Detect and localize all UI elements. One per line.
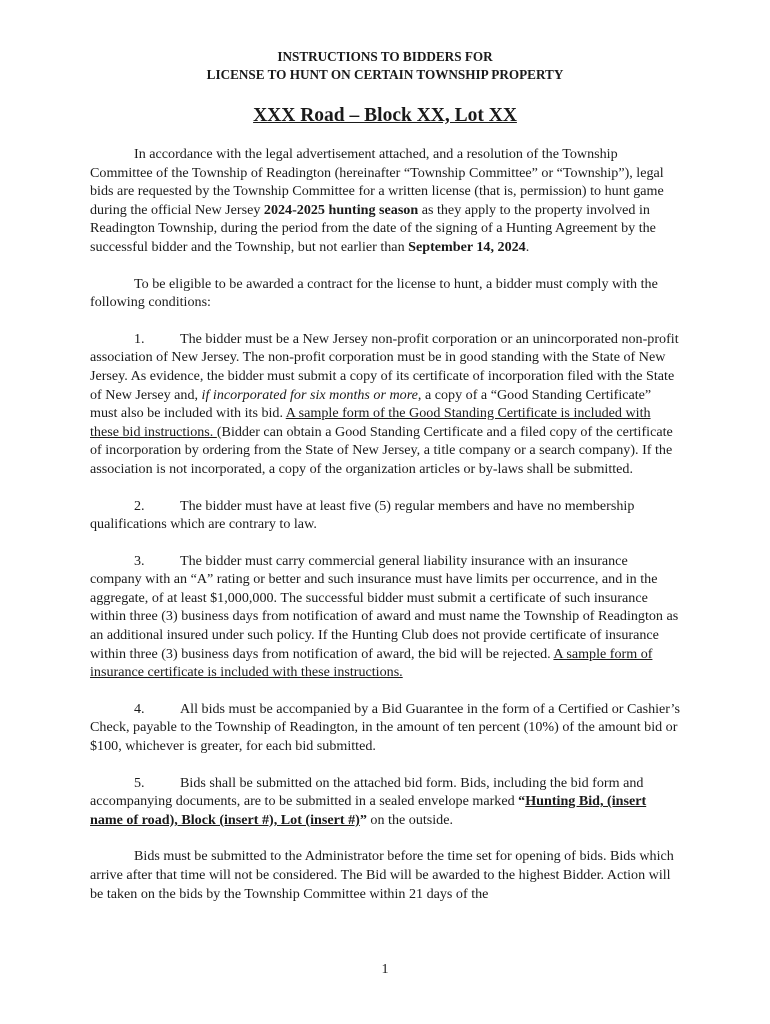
- condition-item-1: 1. The bidder must be a New Jersey non-profit corporation or an unincorporated non-profit association of New Jersey. The non-profit corporation must be in good standing with the State of New Jersey. As evidence, the bidder must submit a copy of its certificate of incorporation filed with the State of New Jersey and, if incorporated for six months or more, a copy of a “Good Standing Certificate” must also be included with its bid. A sample form of the Good Standing Certificate is included with these bid instructions. (Bidder can obtain a Good Standing Certificate and a filed copy of the certificate of incorporation by ordering from the State of New Jersey, a title company or a search company). If the association is not incorporated, a copy of the organization articles or by-laws shall be submitted.: [90, 330, 679, 477]
- page-number: 1: [381, 962, 389, 977]
- document-title: XXX Road – Block XX, Lot XX: [253, 105, 517, 126]
- envelope-marking: Hunting Bid, (insert name of road), Block (insert #), Lot (insert #): [90, 793, 647, 828]
- item-number: 3.: [134, 552, 145, 569]
- condition-item-2: 2. The bidder must have at least five (5) regular members and have no membership qualifications which are contrary to law.: [90, 497, 635, 533]
- closing-paragraph: Bids must be submitted to the Administrator before the time set for opening of bids. Bids which arrive after that time will not be considered. The Bid will be awarded to the highest Bidder. Action will be taken on the bids by the Township Committee within 21 days of the: [90, 848, 674, 902]
- heading-line-1: INSTRUCTIONS TO BIDDERS FOR: [277, 49, 493, 64]
- season-bold: 2024-2025 hunting season: [263, 201, 419, 218]
- start-date-bold: September 14, 2024: [408, 238, 526, 255]
- condition-item-4: 4. All bids must be accompanied by a Bid Guarantee in the form of a Certified or Cashier’s Check, payable to the Township of Readington, in the amount of ten percent (10%) of the amount bid or $100, whichever is greater, for each bid submitted.: [90, 700, 680, 755]
- item-number: 4.: [134, 700, 145, 717]
- eligibility-paragraph: To be eligible to be awarded a contract for the license to hunt, a bidder must comply with the following conditions:: [90, 275, 658, 311]
- heading-line-2: LICENSE TO HUNT ON CERTAIN TOWNSHIP PROPERTY: [206, 67, 564, 82]
- item-number: 5.: [134, 774, 145, 791]
- intro-paragraph: In accordance with the legal advertisement attached, and a resolution of the Township Committee of the Township of Readington (hereinafter “Township Committee” or “Township”), legal bids are requested by the Township Committee for a written license (that is, permission) to hunt game during the official New Jersey 2024-2025 hunting season as they apply to the property involved in Readington Township, during the period from the date of the signing of a Hunting Agreement by the successful bidder and the Township, but not earlier than September 14, 2024.: [90, 146, 664, 255]
- item-number: 2.: [134, 497, 145, 514]
- italic-text: if incorporated for six months or more: [201, 386, 418, 403]
- document-page: [90, 48, 680, 921]
- underlined-note: A sample form of insurance certificate is included with these instructions.: [90, 645, 653, 681]
- condition-item-5: 5. Bids shall be submitted on the attached bid form. Bids, including the bid form and accompanying documents, are to be submitted in a sealed envelope marked “Hunting Bid, (insert name of road), Block (insert #), Lot (insert #)” on the outside.: [90, 774, 647, 828]
- condition-item-3: 3. The bidder must carry commercial general liability insurance with an insurance company with an “A” rating or better and such insurance must have limits per occurrence, and in the aggregate, of at least $1,000,000. The successful bidder must submit a certificate of such insurance within three (3) business days from notification of award and must name the Township of Readington as an additional insured under such policy. If the Hunting Club does not provide certificate of insurance within three (3) business days from notification of award, the bid will be rejected. A sample form of insurance certificate is included with these instructions.: [90, 552, 679, 681]
- item-number: 1.: [134, 330, 145, 347]
- underlined-note: A sample form of the Good Standing Certificate is included with these bid instructions.: [90, 405, 651, 440]
